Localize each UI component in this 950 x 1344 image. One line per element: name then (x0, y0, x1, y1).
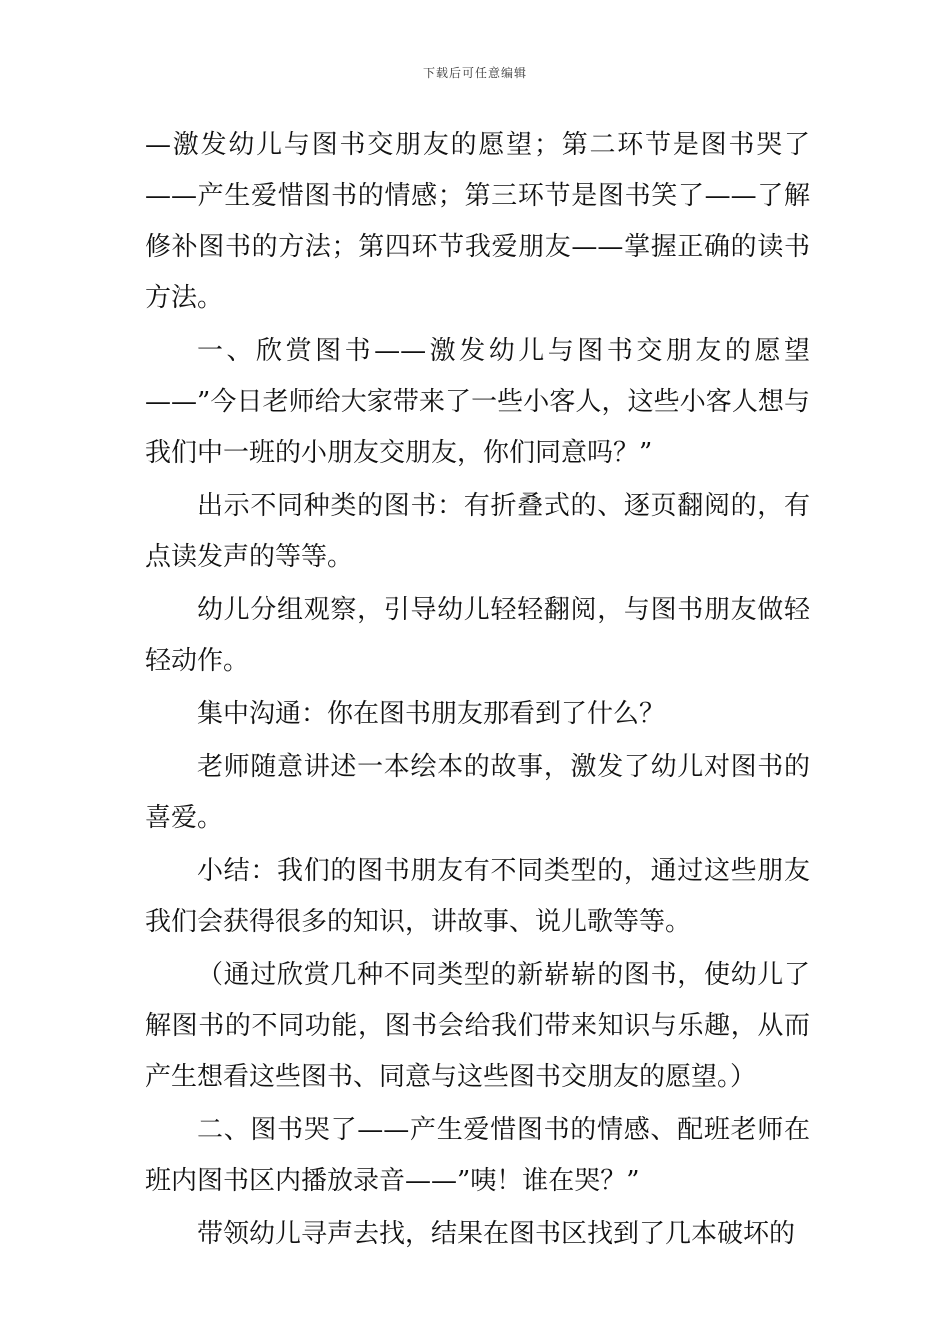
paragraph-3: 出示不同种类的图书：有折叠式的、逐页翻阅的，有点读发声的等等。 (145, 491, 810, 572)
paragraph-9: 二、图书哭了——产生爱惜图书的情感、配班老师在班内图书区内播放录音——”咦！谁在哭？” (145, 1115, 810, 1196)
paragraph-10: 带领幼儿寻声去找，结果在图书区找到了几本破坏的 (197, 1219, 796, 1249)
paragraph-5: 集中沟通：你在图书朋友那看到了什么？ (197, 699, 666, 729)
document-body (145, 120, 810, 1260)
paragraph-4: 幼儿分组观察，引导幼儿轻轻翻阅，与图书朋友做轻轻动作。 (145, 595, 810, 676)
paragraph-2: 一、欣赏图书——激发幼儿与图书交朋友的愿望——”今日老师给大家带来了一些小客人，这些小客人想与我们中一班的小朋友交朋友，你们同意吗？” (145, 336, 810, 468)
page-header-note: 下载后可任意编辑 (422, 66, 527, 80)
paragraph-6: 老师随意讲述一本绘本的故事，激发了幼儿对图书的喜爱。 (145, 752, 810, 833)
paragraph-1: —激发幼儿与图书交朋友的愿望；第二环节是图书哭了——产生爱惜图书的情感；第三环节是图书笑了——了解修补图书的方法；第四环节我爱朋友——掌握正确的读书方法。 (145, 130, 810, 313)
paragraph-7: 小结：我们的图书朋友有不同类型的，通过这些朋友我们会获得很多的知识，讲故事、说儿歌等等。 (145, 856, 810, 937)
paragraph-8: （通过欣赏几种不同类型的新崭崭的图书，使幼儿了解图书的不同功能，图书会给我们带来知识与乐趣，从而产生想看这些图书、同意与这些图书交朋友的愿望。） (145, 960, 810, 1092)
